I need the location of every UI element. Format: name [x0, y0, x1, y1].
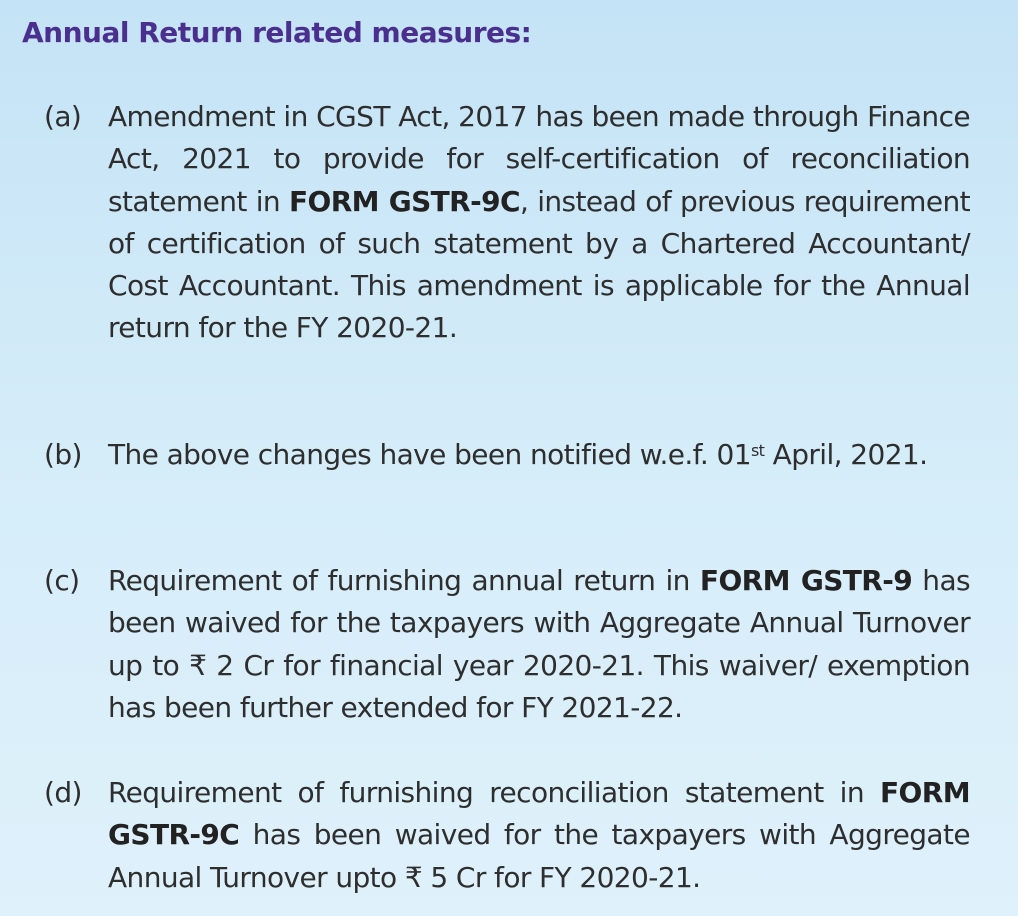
list-item-text [108, 772, 970, 899]
text-segment: has been waived for the taxpayers with Aggregate Annual Turnover up to ₹ 2 Cr for financial year 2020-21. This waiver/ exemption has been further extended for FY 2021-22. [108, 564, 970, 724]
list-marker: (c) [44, 564, 80, 597]
section-heading: Annual Return related measures: [22, 16, 532, 49]
text-segment: Requirement of furnishing reconciliation statement in [108, 776, 881, 809]
list-item-a [44, 96, 970, 350]
list-item-text [108, 434, 970, 476]
list-item-c [44, 560, 970, 729]
list-marker: (a) [44, 100, 82, 133]
form-name-bold: FORM GSTR-9C [288, 184, 520, 218]
text-segment: The above changes have been notified w.e.f. 01 [108, 438, 751, 471]
text-segment: Requirement of furnishing annual return in [108, 564, 700, 597]
form-name-bold: FORM GSTR-9 [699, 564, 913, 597]
form-name-bold: FORM GSTR-9C [108, 776, 970, 852]
text-segment: has been waived for the taxpayers with Aggregate Annual Turnover upto ₹ 5 Cr for FY 2020-21. [108, 818, 970, 894]
list-marker: (d) [44, 776, 82, 809]
text-segment: , instead of previous requirement of certification of such statement by a Chartered Accountant/ Cost Accountant. This amendment is applicable for the Annual return for the FY 2020-21. [108, 184, 970, 345]
ordinal-superscript: st [750, 440, 765, 460]
text-segment: April, 2021. [764, 438, 928, 471]
list-marker: (b) [44, 438, 82, 471]
list-item-d [44, 772, 970, 899]
list-item-text [108, 96, 970, 350]
list-item-text [108, 560, 970, 729]
list-item-b [44, 434, 970, 476]
text-segment: Amendment in CGST Act, 2017 has been made through Finance Act, 2021 to provide for self-certification of reconciliation statement in [108, 100, 970, 218]
